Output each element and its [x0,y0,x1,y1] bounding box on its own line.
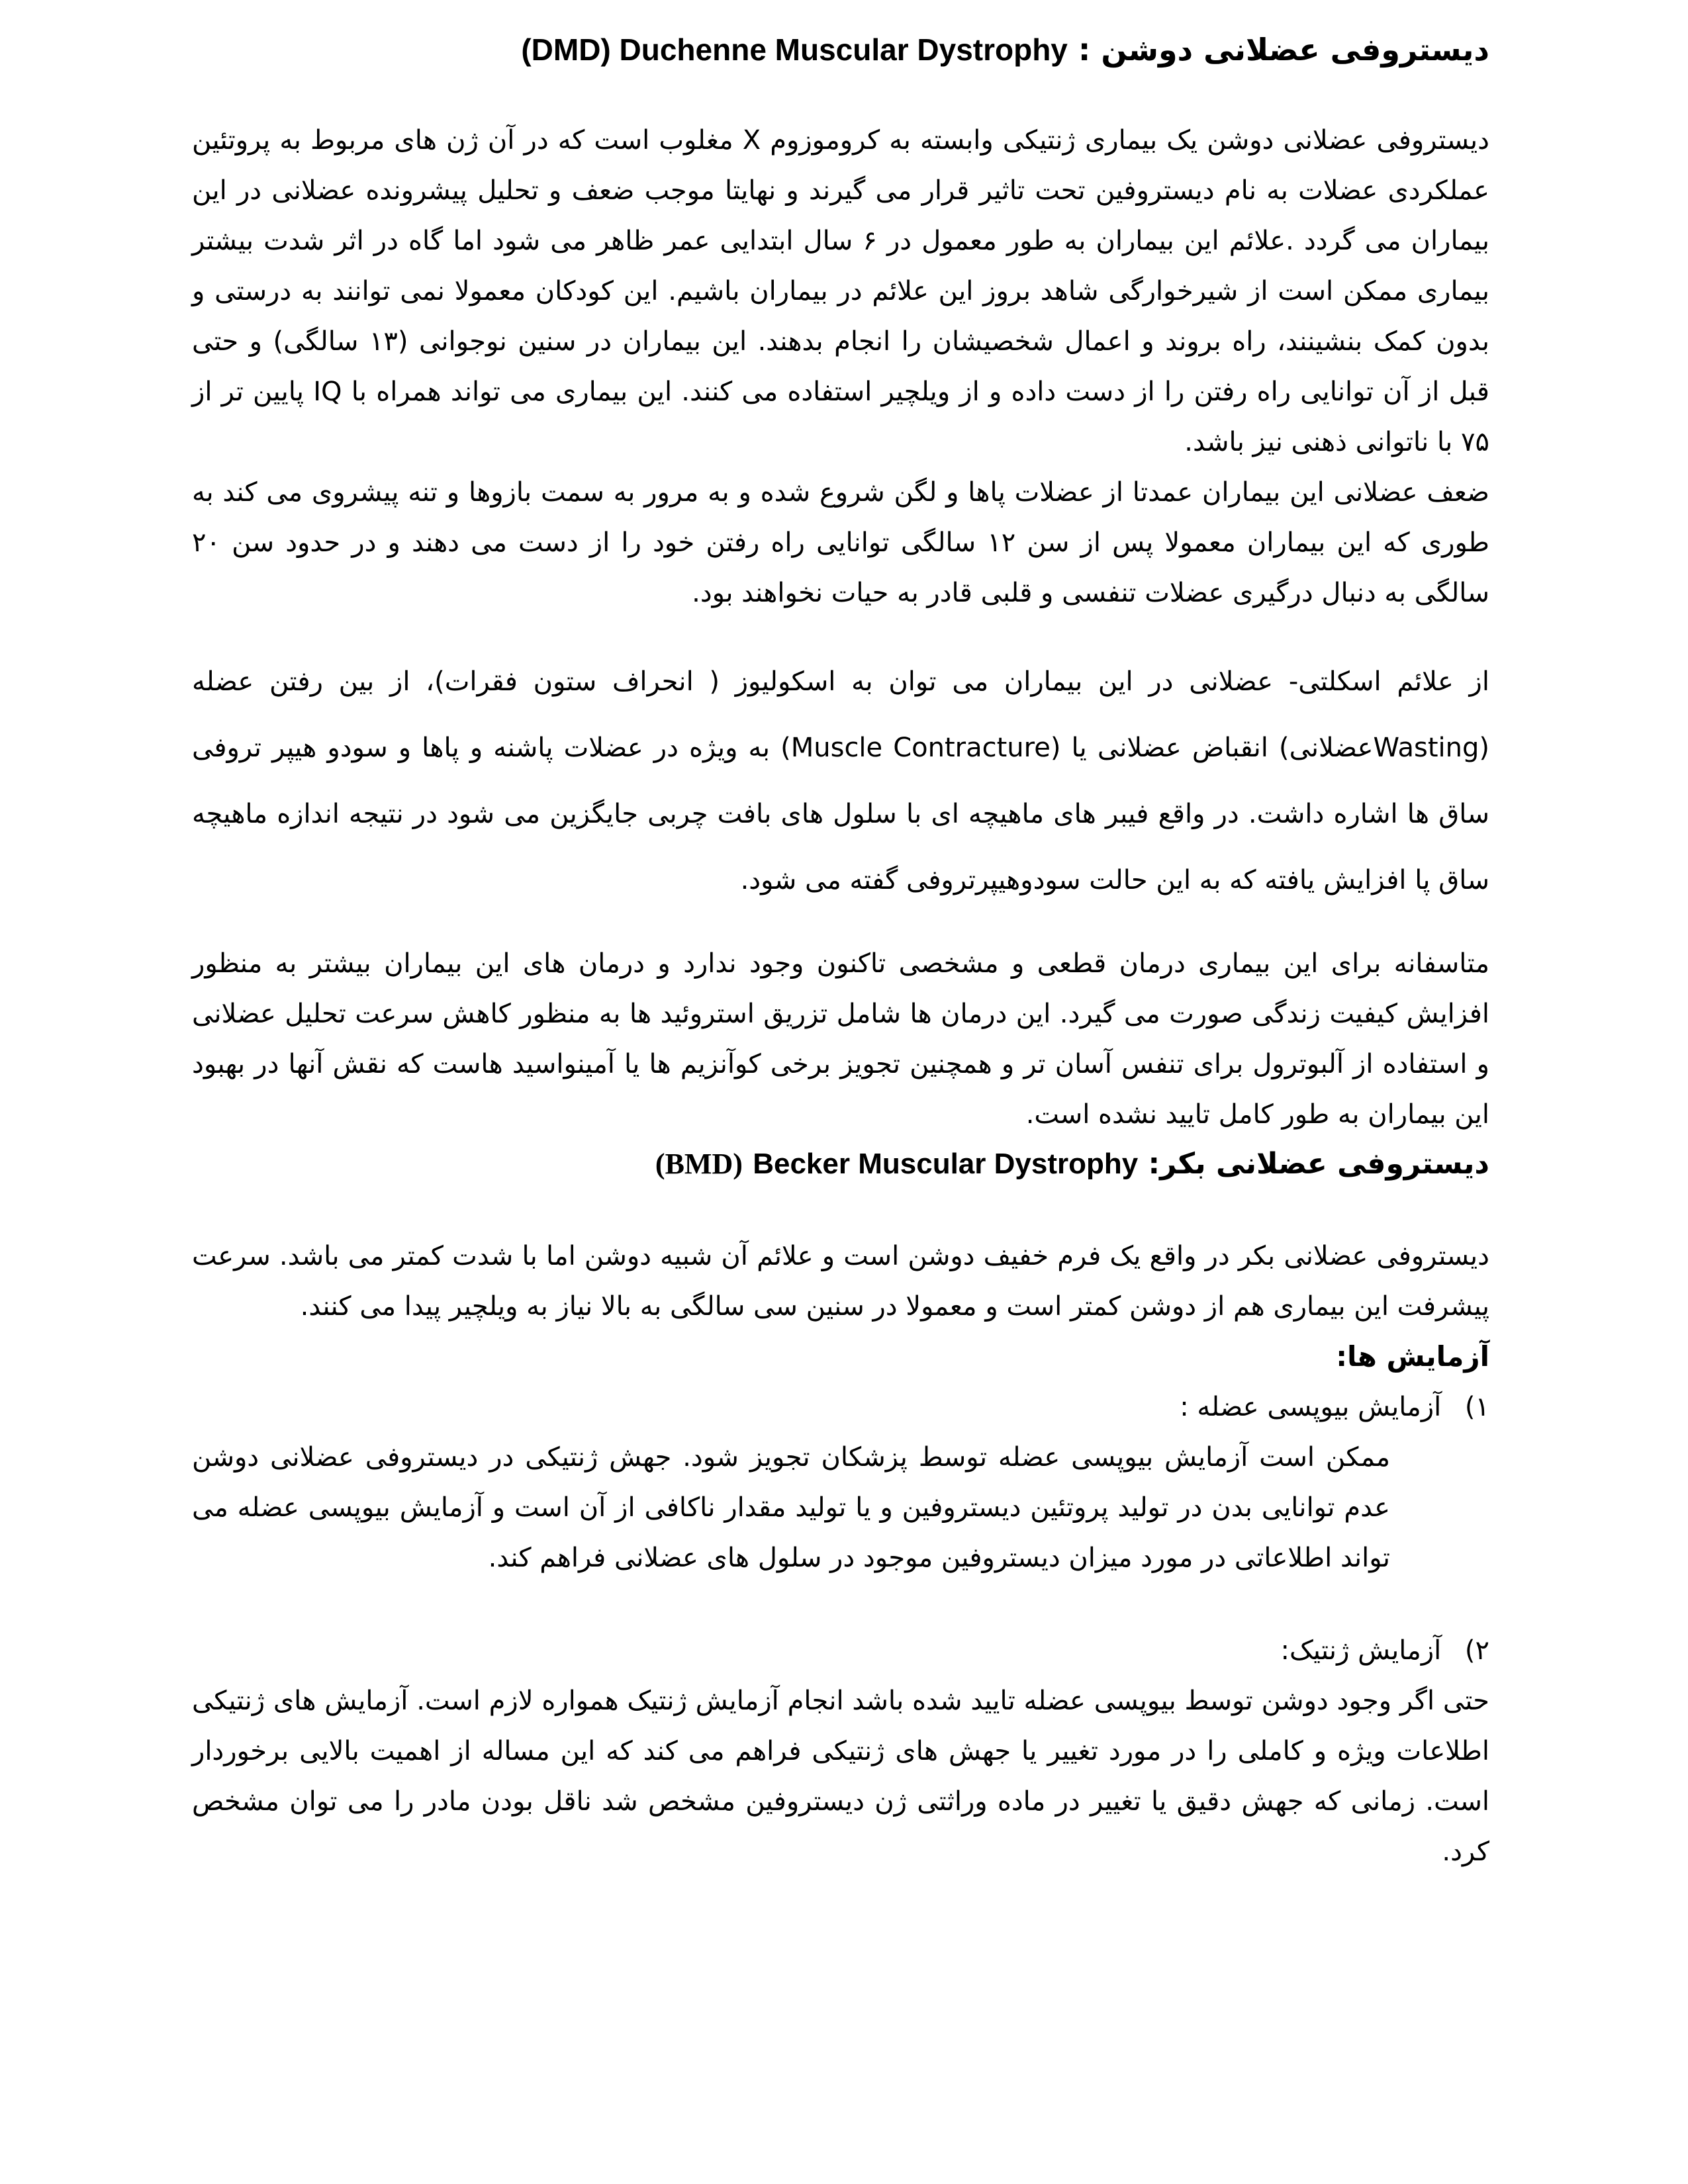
spacer [192,1189,1489,1231]
dmd-paragraph-symptoms: از علائم اسکلتی- عضلانی در این بیماران می توان به اسکولیوز ( انحراف ستون فقرات)، از بین رفتن عضله (Wastingعضلانی) انقباض عضلانی یا (Muscle Contracture) به ویژه در عضلات پاشنه و پاها و سودو هیپر تروفی ساق ها اشاره داشت. در واقع فیبر های ماهیچه ای با سلول های بافت چربی جایگزین می شود در نتیجه اندازه ماهیچه ساق پا افزایش یافته که به این حالت سودوهیپرتروفی گفته می شود. [192,666,1489,895]
test-item-biopsy [192,1382,1489,1432]
dmd-paragraph-treatment: متاسفانه برای این بیماری درمان قطعی و مشخصی تاکنون وجود ندارد و درمان های این بیماران بیشتر به منظور افزایش کیفیت زندگی صورت می گیرد. این درمان ها شامل تزریق استروئید ها به منظور کاهش سرعت تحلیل عضلانی و استفاده از آلبوترول برای تنفس آسان تر و همچنین تجویز برخی کوآنزیم ها یا آمینواسید هاست که نقش آنها در بهبود این بیماران به طور کامل تایید نشده است. [192,948,1489,1130]
dmd-heading [192,26,1489,73]
dmd-paragraph-intro: دیستروفی عضلانی دوشن یک بیماری ژنتیکی وابسته به کروموزوم X مغلوب است که در آن ژن های مربوط به پروتئین عملکردی عضلات به نام دیستروفین تحت تاثیر قرار می گیرند و نهایتا موجب ضعف و تحلیل پیشرونده عضلانی در این بیماران می گردد .علائم این بیماران به طور معمول در ۶ سال ابتدایی عمر ظاهر می شود اما گاه در اثر شدت بیشتر بیماری ممکن است از شیرخوارگی شاهد بروز این علائم در بیماران باشیم. این کودکان معمولا نمی توانند به درستی و بدون کمک بنشینند، راه بروند و اعمال شخصیشان را انجام بدهند. این بیماران در سنین نوجوانی (۱۳ سالگی) و حتی قبل از آن توانایی راه رفتن را از دست داده و از ویلچیر استفاده می کنند. این بیماری می تواند همراه با IQ پایین تر از ۷۵ با ناتوانی ذهنی نیز باشد. [192,125,1489,457]
list-number: ۱) [1464,1392,1489,1422]
dmd-heading-persian: دیستروفی عضلانی دوشن : [1078,32,1489,68]
spacer [192,1583,1489,1625]
test-item-title: آزمایش ژنتیک: [1280,1635,1442,1666]
spacer [192,73,1489,115]
bmd-heading-abbreviation: (BMD) [655,1148,743,1180]
test-item-body: حتی اگر وجود دوشن توسط بیوپسی عضله تایید شده باشد انجام آزمایش ژنتیک همواره لازم است. آزمایش های ژنتیکی اطلاعات ویژه و کاملی را در مورد تغییر یا جهش های ژنتیکی فراهم می کند که این مساله از اهمیت بالایی برخوردار است. زمانی که جهش دقیق یا تغییر در ماده وراثتی ژن دیستروفین مشخص شد ناقل بودن مادر را می توان مشخص کرد. [192,1686,1489,1867]
bmd-heading-english: Becker Muscular Dystrophy [753,1148,1139,1180]
spacer [192,913,1489,938]
tests-heading: آزمایش ها: [1336,1340,1489,1373]
dmd-paragraph-weakness: ضعف عضلانی این بیماران عمدتا از عضلات پاها و لگن شروع شده و به مرور به سمت بازوها و تنه پیشروی می کند به طوری که این بیماران معمولا پس از سن ۱۲ سالگی توانایی راه رفتن خود را از دست می دهند و در حدود سن ۲۰ سالگی به دنبال درگیری عضلات تنفسی و قلبی قادر به حیات نخواهند بود. [192,477,1489,608]
list-number: ۲) [1464,1635,1489,1666]
document-page [192,26,1489,2158]
dmd-heading-english: (DMD) Duchenne Muscular Dystrophy [521,32,1068,67]
bmd-heading-persian: دیستروفی عضلانی بکر: [1148,1147,1489,1181]
test-item-title: آزمایش بیوپسی عضله : [1180,1392,1442,1422]
bmd-heading [192,1140,1489,1189]
bmd-paragraph: دیستروفی عضلانی بکر در واقع یک فرم خفیف دوشن است و علائم آن شبیه دوشن اما با شدت کمتر می باشد. سرعت پیشرفت این بیماری هم از دوشن کمتر است و معمولا در سنین سی سالگی به بالا نیاز به ویلچیر پیدا می کنند. [192,1241,1489,1322]
test-item-genetic [192,1625,1489,1676]
test-item-body: ممکن است آزمایش بیوپسی عضله توسط پزشکان تجویز شود. جهش ژنتیکی در دیستروفی عضلانی دوشن عدم توانایی بدن در تولید پروتئین دیستروفین و یا تولید مقدار ناکافی از آن است و آزمایش بیوپسی عضله می تواند اطلاعاتی در مورد میزان دیستروفین موجود در سلول های عضلانی فراهم کند. [192,1442,1390,1573]
spacer [192,618,1489,649]
